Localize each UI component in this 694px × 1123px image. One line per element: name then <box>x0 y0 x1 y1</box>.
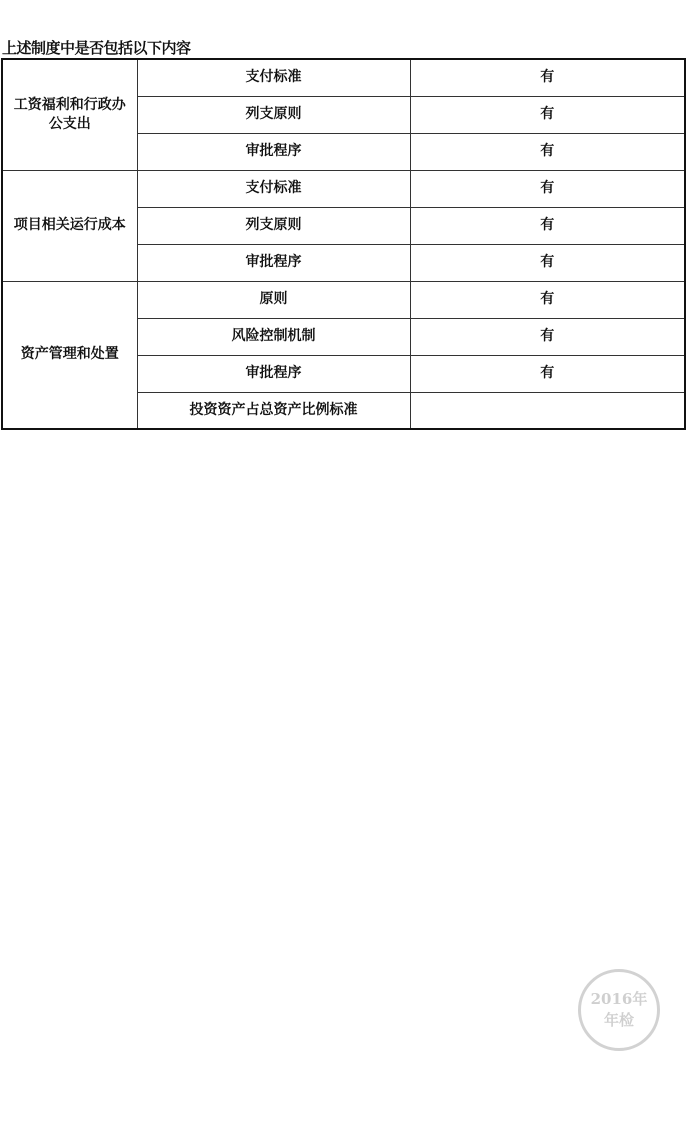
category-cell: 资产管理和处置 <box>2 281 137 429</box>
item-cell: 列支原则 <box>137 207 410 244</box>
item-cell: 审批程序 <box>137 355 410 392</box>
item-cell: 审批程序 <box>137 244 410 281</box>
item-cell: 风险控制机制 <box>137 318 410 355</box>
value-cell: 有 <box>410 355 685 392</box>
value-cell: 有 <box>410 59 685 96</box>
value-cell: 有 <box>410 170 685 207</box>
seal-label: 年检 <box>603 1011 634 1029</box>
seal-year: 2016年 <box>590 990 648 1008</box>
value-cell: 有 <box>410 207 685 244</box>
item-cell: 原则 <box>137 281 410 318</box>
category-cell: 项目相关运行成本 <box>2 170 137 281</box>
value-cell <box>410 392 685 429</box>
table-row <box>2 59 685 96</box>
item-cell: 支付标准 <box>137 170 410 207</box>
item-cell: 投资资产占总资产比例标准 <box>137 392 410 429</box>
table-row <box>2 170 685 207</box>
table-row <box>2 281 685 318</box>
value-cell: 有 <box>410 281 685 318</box>
item-cell: 列支原则 <box>137 96 410 133</box>
value-cell: 有 <box>410 96 685 133</box>
value-cell: 有 <box>410 318 685 355</box>
rules-table <box>1 58 686 430</box>
annual-inspection-seal <box>578 969 660 1051</box>
category-cell: 工资福利和行政办公支出 <box>2 59 137 170</box>
value-cell: 有 <box>410 244 685 281</box>
section-heading: 上述制度中是否包括以下内容 <box>2 39 191 57</box>
item-cell: 支付标准 <box>137 59 410 96</box>
value-cell: 有 <box>410 133 685 170</box>
item-cell: 审批程序 <box>137 133 410 170</box>
